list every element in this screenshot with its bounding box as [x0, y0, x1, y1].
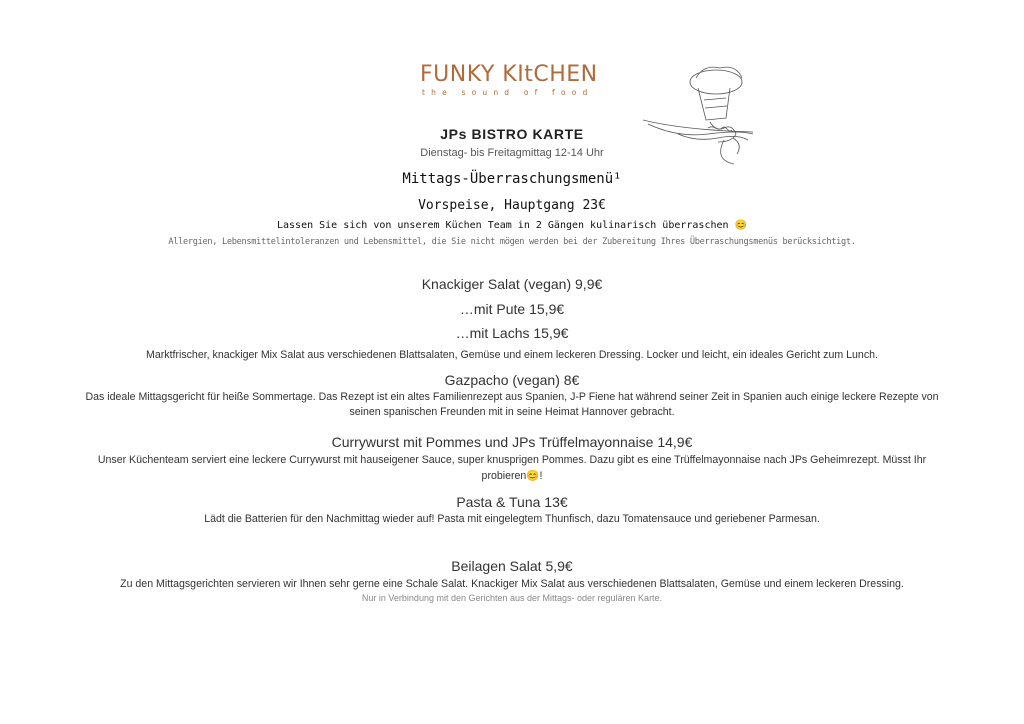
logo-wordmark: FUNKY KItCHEN [420, 62, 598, 87]
dish-pasta-description: Lädt die Batterien für den Nachmittag wieder auf! Pasta mit eingelegtem Thunfisch, dazu Tomatensauce und geriebener Parmesan. [204, 513, 820, 525]
dish-beilagen-title: Beilagen Salat 5,9€ [451, 558, 573, 574]
brand-logo [420, 62, 610, 98]
dish-salad-description: Marktfrischer, knackiger Mix Salat aus verschiedenen Blattsalaten, Gemüse und einem leckeren Dressing. Locker und leicht, ein ideales Gericht zum Lunch. [146, 349, 878, 361]
dish-gazpacho-title: Gazpacho (vegan) 8€ [444, 372, 580, 388]
dish-gazpacho-description-line1: Das ideale Mittagsgericht für heiße Sommertage. Das Rezept ist ein altes Familienrezept aus Spanien, J-P Fiene hat während seiner Zeit in Spanien auch einige leckere Rezepte von [85, 391, 939, 403]
dish-beilagen-note: Nur in Verbindung mit den Gerichten aus der Mittags- oder regulären Karte. [361, 593, 663, 603]
surprise-menu-invite: Lassen Sie sich von unserem Küchen Team in 2 Gängen kulinarisch überraschen 😊 [276, 220, 747, 231]
dish-pasta-title: Pasta & Tuna 13€ [456, 494, 568, 510]
dish-salad-pute: …mit Pute 15,9€ [459, 301, 565, 317]
dish-currywurst-description-line2: probieren😊! [481, 470, 543, 482]
surprise-menu-heading: Mittags-Überraschungsmenü¹ [402, 171, 622, 187]
dish-salad-lachs: …mit Lachs 15,9€ [455, 325, 569, 341]
allergy-note: Allergien, Lebensmittelintoleranzen und Lebensmittel, die Sie nicht mögen werden bei der Zubereitung Ihres Überraschungsmenüs berücksichtigt. [168, 237, 856, 247]
dish-gazpacho-description-line2: seinen spanischen Freunden mit in seine Heimat Hannover gebracht. [349, 406, 675, 418]
surprise-menu-courses: Vorspeise, Hauptgang 23€ [418, 198, 606, 213]
dish-salad-title: Knackiger Salat (vegan) 9,9€ [421, 276, 603, 292]
logo-tagline: the sound of food [422, 88, 594, 97]
dish-currywurst-title: Currywurst mit Pommes und JPs Trüffelmayonnaise 14,9€ [331, 434, 693, 450]
page-title: JPs BISTRO KARTE [440, 126, 584, 142]
opening-hours: Dienstag- bis Freitagmittag 12-14 Uhr [420, 147, 604, 159]
dish-currywurst-description-line1: Unser Küchenteam serviert eine leckere Currywurst mit hauseigener Sauce, super knusprigen Pommes. Dazu gibt es eine Trüffelmayonnaise nach JPs Geheimrezept. Müsst Ihr [97, 454, 927, 466]
dish-beilagen-description: Zu den Mittagsgerichten servieren wir Ihnen sehr gerne eine Schale Salat. Knackiger Mix Salat aus verschiedenen Blattsalaten, Gemüse und einem leckeren Dressing. [120, 578, 904, 590]
